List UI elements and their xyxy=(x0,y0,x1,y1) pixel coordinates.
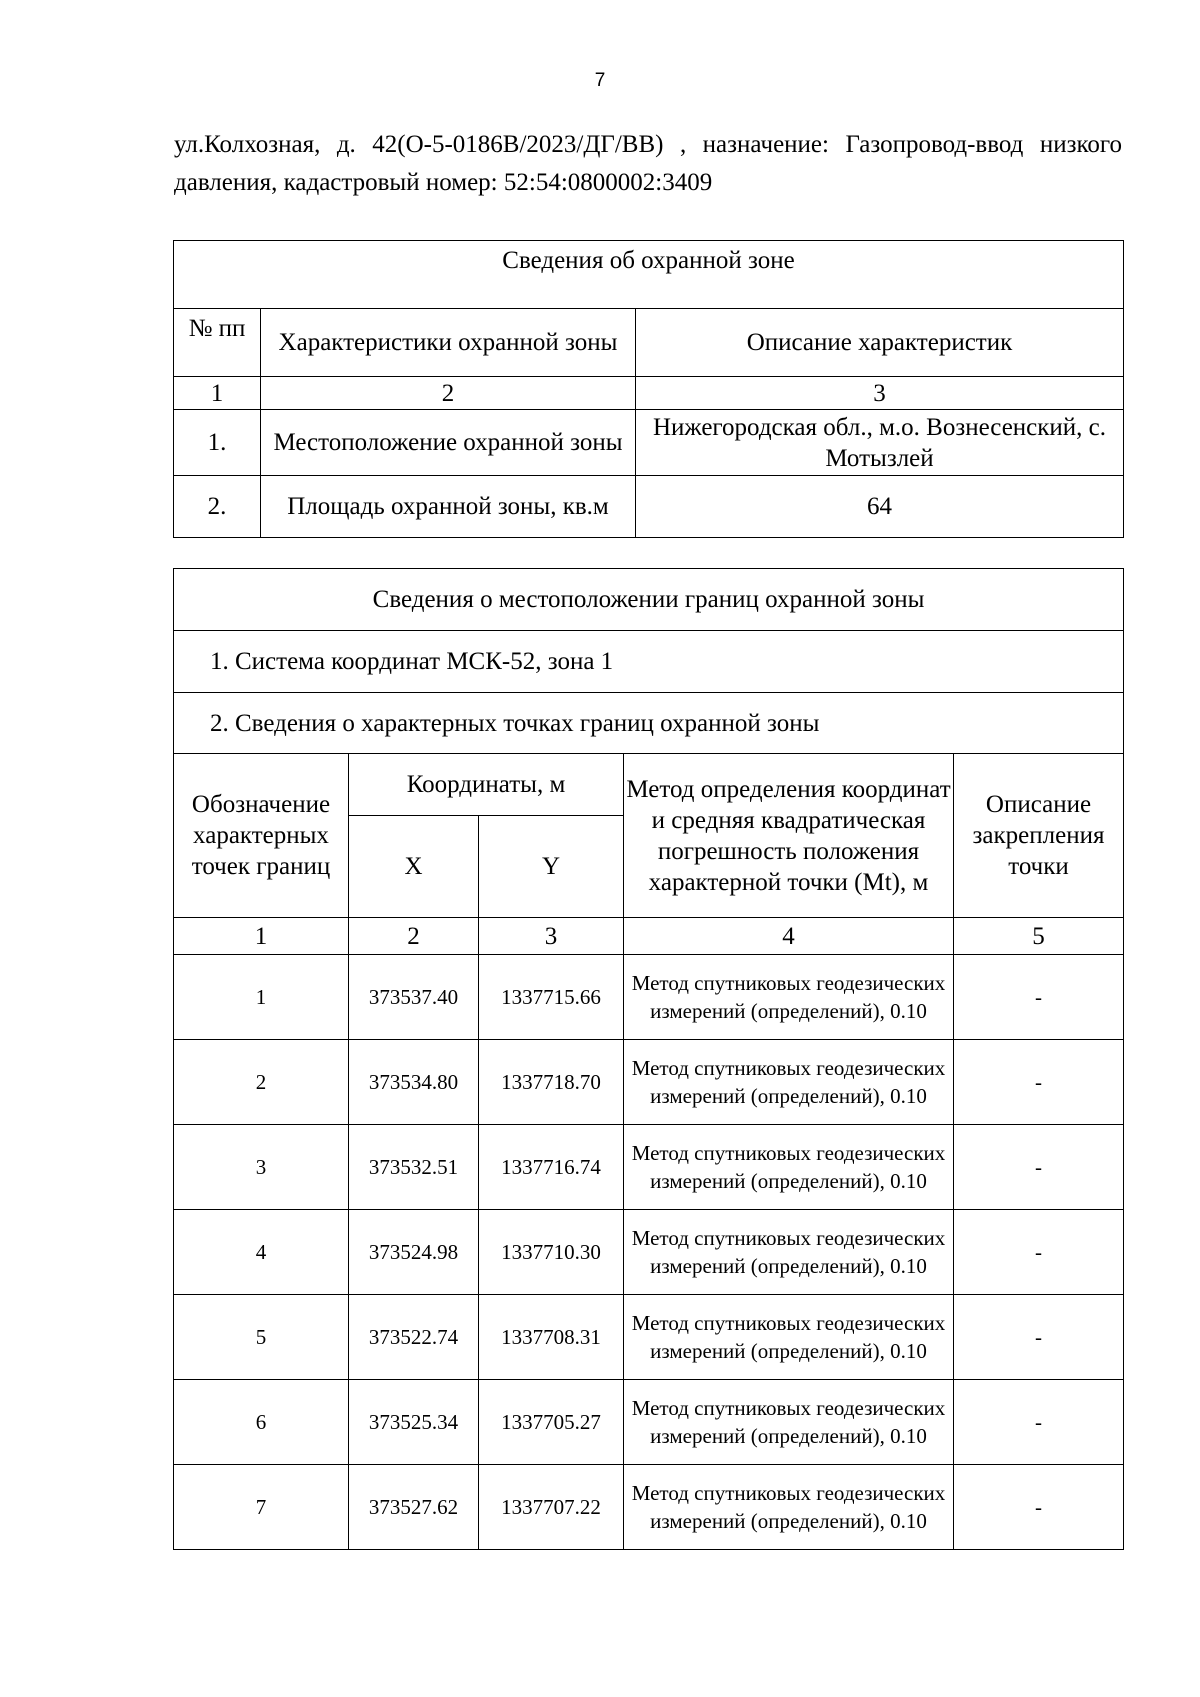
point-method: Метод спутниковых геодезических измерений (определений), 0.10 xyxy=(624,955,954,1040)
table-row xyxy=(174,1380,1124,1465)
table-row xyxy=(174,1465,1124,1550)
table-row xyxy=(174,410,1124,476)
point-method: Метод спутниковых геодезических измерений (определений), 0.10 xyxy=(624,1125,954,1210)
intro-paragraph: ул.Колхозная, д. 42(О-5-0186В/2023/ДГ/ВВ) , назначение: Газопровод-ввод низкого давления, кадастровый номер: 52:54:0800002:3409 xyxy=(174,131,1122,196)
point-y: 1337718.70 xyxy=(479,1040,624,1125)
point-y: 1337705.27 xyxy=(479,1380,624,1465)
table-row xyxy=(174,955,1124,1040)
header-coordinates: Координаты, м xyxy=(349,754,624,816)
zone-table-title: Сведения об охранной зоне xyxy=(174,241,1124,309)
points-title: 2. Сведения о характерных точках границ охранной зоны xyxy=(174,693,1124,754)
point-method: Метод спутниковых геодезических измерений (определений), 0.10 xyxy=(624,1380,954,1465)
header-description: Описание характеристик xyxy=(636,309,1124,377)
row-description: 64 xyxy=(636,476,1124,538)
index-cell: 5 xyxy=(954,918,1124,955)
index-cell: 1 xyxy=(174,377,261,410)
row-num: 1. xyxy=(174,410,261,476)
row-characteristic: Площадь охранной зоны, кв.м xyxy=(261,476,636,538)
point-fixing: - xyxy=(954,955,1124,1040)
point-id: 6 xyxy=(174,1380,349,1465)
point-fixing: - xyxy=(954,1295,1124,1380)
row-characteristic: Местоположение охранной зоны xyxy=(261,410,636,476)
row-description: Нижегородская обл., м.о. Вознесенский, с. Мотызлей xyxy=(636,410,1124,476)
point-x: 373527.62 xyxy=(349,1465,479,1550)
point-x: 373525.34 xyxy=(349,1380,479,1465)
point-y: 1337716.74 xyxy=(479,1125,624,1210)
point-fixing: - xyxy=(954,1125,1124,1210)
point-method: Метод спутниковых геодезических измерений (определений), 0.10 xyxy=(624,1295,954,1380)
header-y: Y xyxy=(479,816,624,918)
point-x: 373532.51 xyxy=(349,1125,479,1210)
point-method: Метод спутниковых геодезических измерений (определений), 0.10 xyxy=(624,1040,954,1125)
protection-zone-table xyxy=(173,240,1124,538)
row-num: 2. xyxy=(174,476,261,538)
table-row xyxy=(174,1125,1124,1210)
index-cell: 1 xyxy=(174,918,349,955)
point-id: 1 xyxy=(174,955,349,1040)
point-method: Метод спутниковых геодезических измерений (определений), 0.10 xyxy=(624,1465,954,1550)
table-row xyxy=(174,1040,1124,1125)
header-num: № пп xyxy=(174,309,261,377)
point-y: 1337710.30 xyxy=(479,1210,624,1295)
index-cell: 3 xyxy=(636,377,1124,410)
point-x: 373537.40 xyxy=(349,955,479,1040)
point-id: 2 xyxy=(174,1040,349,1125)
point-x: 373534.80 xyxy=(349,1040,479,1125)
point-fixing: - xyxy=(954,1465,1124,1550)
header-fixing: Описание закрепления точки xyxy=(954,754,1124,918)
header-designation: Обозначение характерных точек границ xyxy=(174,754,349,918)
index-cell: 3 xyxy=(479,918,624,955)
point-id: 7 xyxy=(174,1465,349,1550)
point-id: 5 xyxy=(174,1295,349,1380)
index-cell: 2 xyxy=(349,918,479,955)
table-row xyxy=(174,1295,1124,1380)
index-cell: 2 xyxy=(261,377,636,410)
header-method: Метод определения координат и средняя квадратическая погрешность положения характерной точки (Mt), м xyxy=(624,754,954,918)
table-row xyxy=(174,1210,1124,1295)
point-id: 3 xyxy=(174,1125,349,1210)
index-cell: 4 xyxy=(624,918,954,955)
point-y: 1337708.31 xyxy=(479,1295,624,1380)
point-x: 373524.98 xyxy=(349,1210,479,1295)
header-x: X xyxy=(349,816,479,918)
table-row xyxy=(174,476,1124,538)
coordinate-system: 1. Система координат МСК-52, зона 1 xyxy=(174,631,1124,693)
point-x: 373522.74 xyxy=(349,1295,479,1380)
header-characteristics: Характеристики охранной зоны xyxy=(261,309,636,377)
page-number: 7 xyxy=(594,70,606,91)
point-y: 1337715.66 xyxy=(479,955,624,1040)
point-y: 1337707.22 xyxy=(479,1465,624,1550)
boundary-table-title: Сведения о местоположении границ охранной зоны xyxy=(174,569,1124,631)
point-id: 4 xyxy=(174,1210,349,1295)
point-method: Метод спутниковых геодезических измерений (определений), 0.10 xyxy=(624,1210,954,1295)
point-fixing: - xyxy=(954,1040,1124,1125)
point-fixing: - xyxy=(954,1210,1124,1295)
boundary-table xyxy=(173,568,1124,1550)
point-fixing: - xyxy=(954,1380,1124,1465)
